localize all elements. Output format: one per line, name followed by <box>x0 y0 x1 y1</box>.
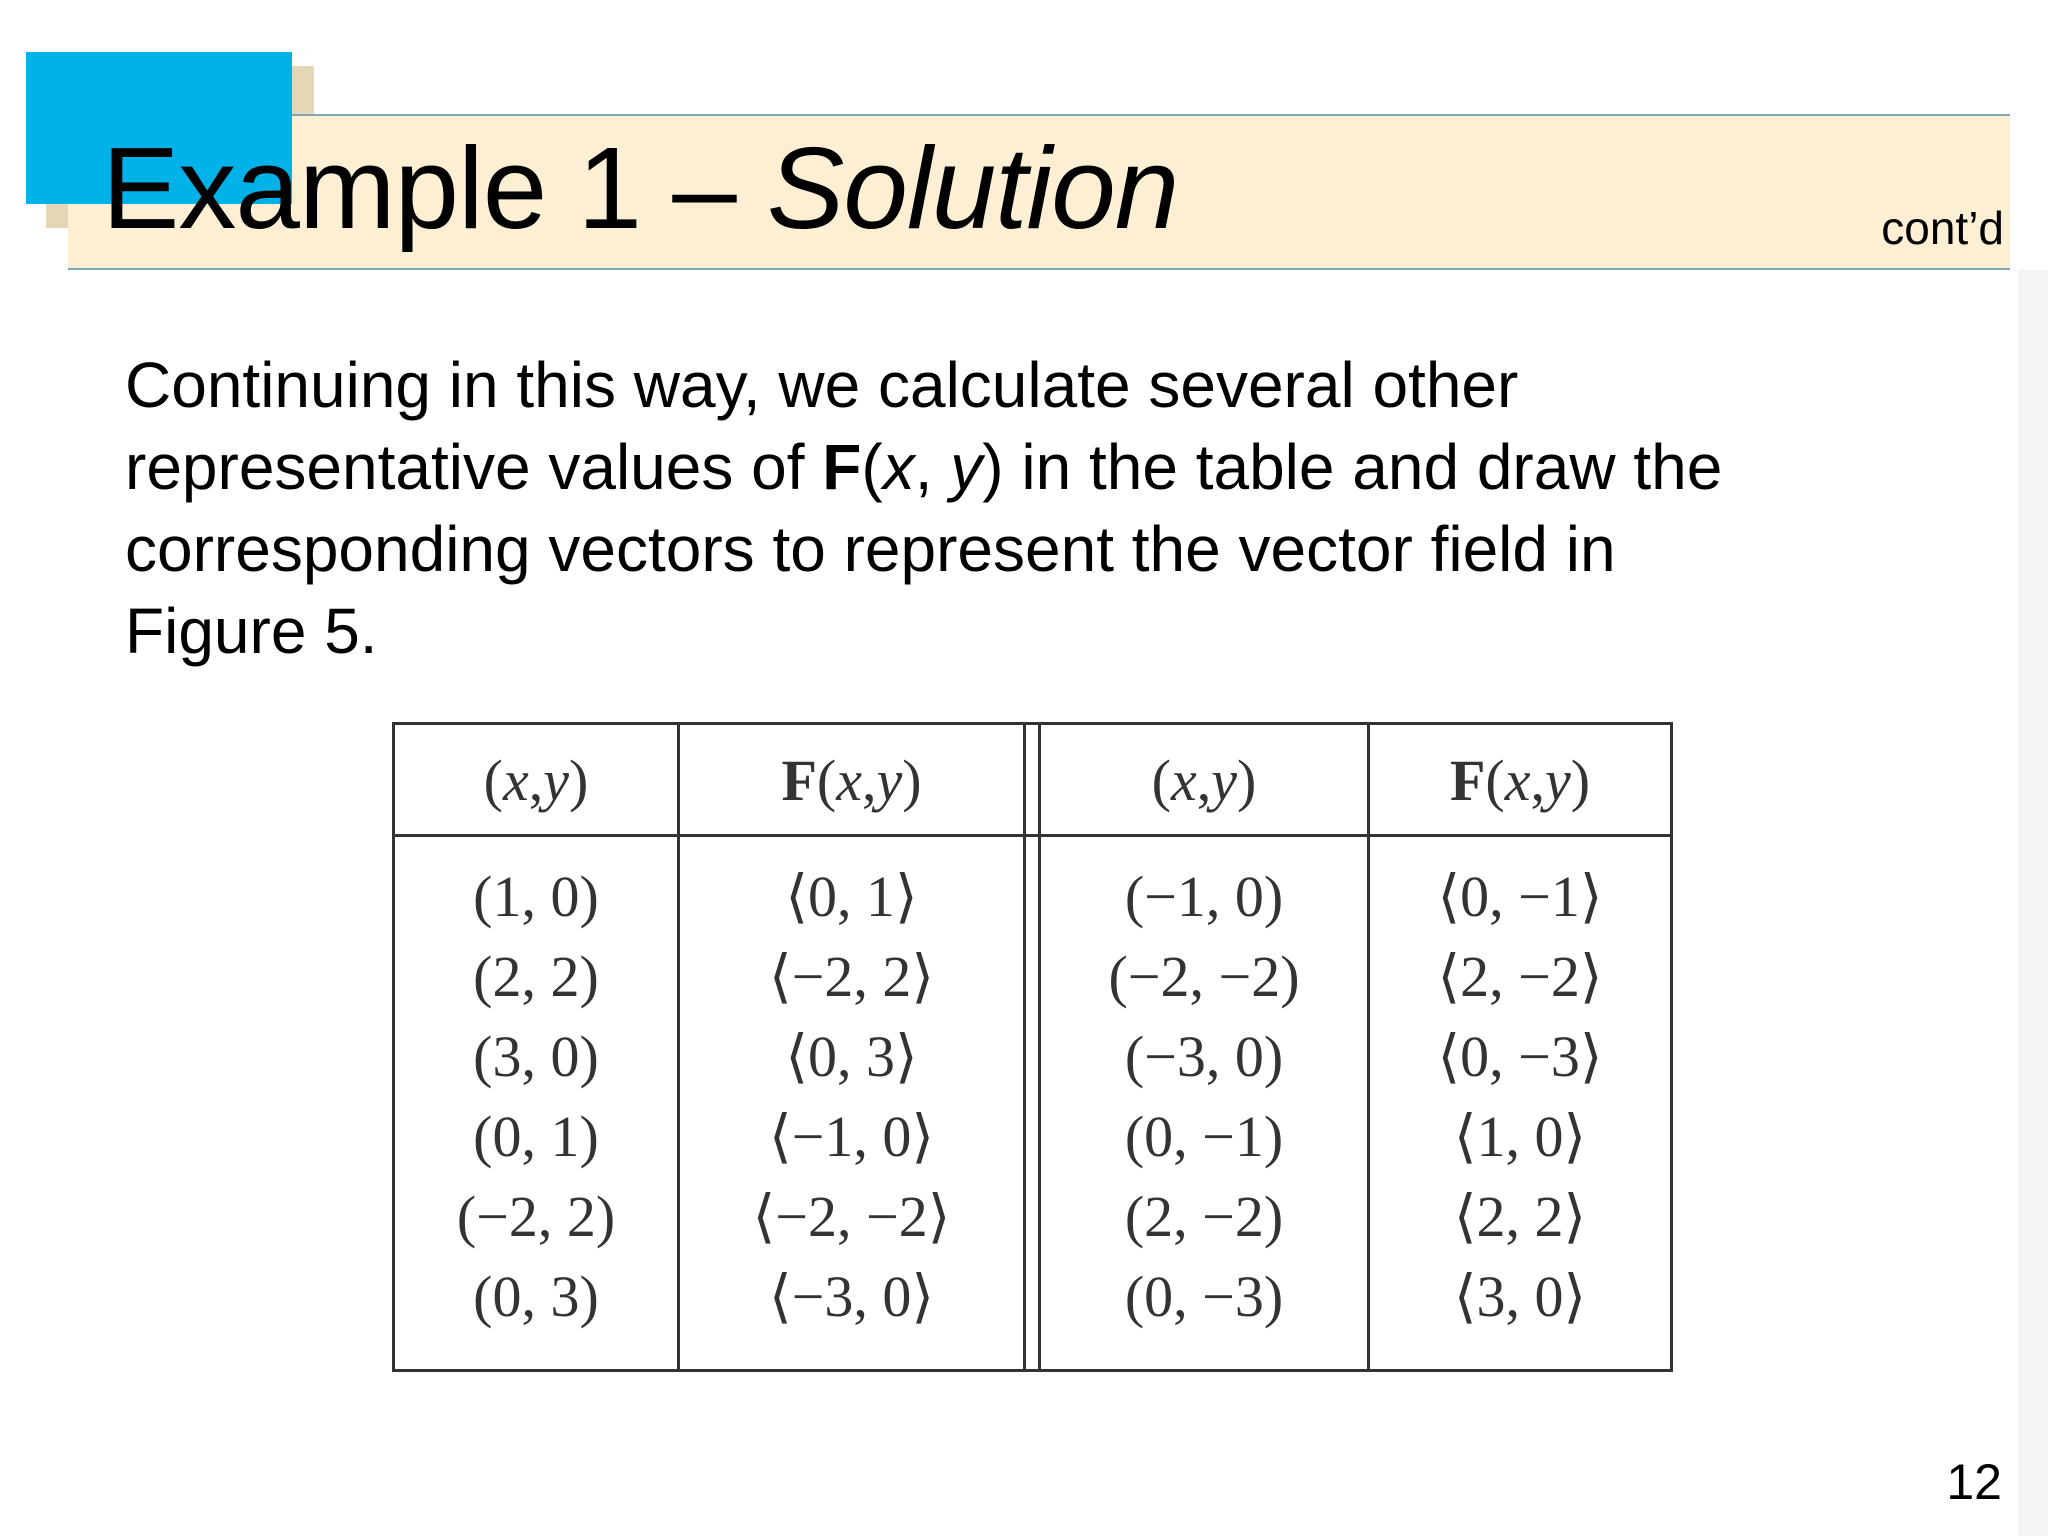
body-paren-open: ( <box>861 431 883 503</box>
comma: , <box>1530 747 1545 813</box>
paren-open: ( <box>1151 747 1171 813</box>
paren-close: ) <box>569 747 589 813</box>
table-column-F-left <box>680 725 1023 1369</box>
comma: , <box>861 747 877 813</box>
table-cell: ⟨−3, 0⟩ <box>769 1264 934 1329</box>
comma: , <box>528 747 544 813</box>
continued-label: cont’d <box>1881 202 2004 254</box>
var-x: x <box>836 747 862 813</box>
slide-title-main: Example 1 – <box>102 123 768 253</box>
body-line-1: Continuing in this way, we calculate several other <box>125 349 1519 421</box>
table-cell: (0, −1) <box>1124 1104 1284 1169</box>
paren-close: ) <box>1237 747 1257 813</box>
table-cells <box>1438 835 1603 1337</box>
table-cell: ⟨0, −3⟩ <box>1437 1024 1603 1089</box>
table-column-xy-left <box>395 725 677 1369</box>
table-column-xy-right <box>1041 725 1367 1369</box>
paren-open: ( <box>816 747 837 813</box>
table-header-F <box>781 725 921 835</box>
table-cell: (0, 1) <box>473 1104 599 1169</box>
table-cell: (−3, 0) <box>1124 1024 1284 1089</box>
vector-F: F <box>1449 747 1486 813</box>
table-cells <box>457 835 615 1337</box>
table-cell: ⟨−2, 2⟩ <box>769 944 934 1009</box>
table-cells <box>753 835 951 1337</box>
paren-close: ) <box>902 747 922 813</box>
table-divider-2a <box>1023 725 1026 1369</box>
var-y: y <box>1544 747 1571 813</box>
body-line-2-end: ) in the table and draw the <box>982 431 1723 503</box>
table-header-xy <box>1152 725 1257 835</box>
slide-title-italic: Solution <box>767 123 1179 253</box>
var-x: x <box>1504 747 1531 813</box>
table-cell: (−2, 2) <box>456 1184 616 1249</box>
table-cell: ⟨0, 3⟩ <box>785 1024 918 1089</box>
body-vector-F: F <box>822 431 862 503</box>
slide-title <box>102 118 1178 258</box>
table-cell: ⟨−2, −2⟩ <box>752 1184 951 1249</box>
table-cell: ⟨0, 1⟩ <box>785 864 918 929</box>
var-y: y <box>1211 747 1237 813</box>
table-cell: (0, 3) <box>473 1264 599 1329</box>
body-line-4: Figure 5. <box>125 595 378 667</box>
body-line-3: corresponding vectors to represent the vector field in <box>125 513 1616 585</box>
right-margin-strip <box>2018 270 2048 1536</box>
body-var-x: x <box>882 431 915 503</box>
table-header-xy <box>484 725 589 835</box>
table-cell: ⟨−1, 0⟩ <box>769 1104 934 1169</box>
comma: , <box>1196 747 1212 813</box>
table-cell: (1, 0) <box>473 864 599 929</box>
var-x: x <box>1171 747 1197 813</box>
table-cell: (3, 0) <box>473 1024 599 1089</box>
body-paragraph <box>125 344 1905 672</box>
table-header-F <box>1450 725 1590 835</box>
vector-F: F <box>781 747 817 813</box>
body-line-2-start: representative values of <box>125 431 823 503</box>
body-comma: , <box>914 431 951 503</box>
vector-field-table <box>392 722 1673 1372</box>
paren-open: ( <box>1485 747 1505 813</box>
table-cell: (2, −2) <box>1124 1184 1284 1249</box>
var-x: x <box>503 747 529 813</box>
table-cell: ⟨2, −2⟩ <box>1437 944 1603 1009</box>
body-var-y: y <box>950 431 983 503</box>
paren-close: ) <box>1570 747 1591 813</box>
table-cell: (0, −3) <box>1124 1264 1284 1329</box>
table-column-F-right <box>1370 725 1670 1369</box>
table-cell: ⟨3, 0⟩ <box>1453 1264 1587 1329</box>
var-y: y <box>876 747 903 813</box>
page-number: 12 <box>1946 1454 2002 1510</box>
table-cell: (−2, −2) <box>1108 944 1300 1009</box>
table-cell: ⟨1, 0⟩ <box>1453 1104 1587 1169</box>
var-y: y <box>543 747 569 813</box>
table-cell: (−1, 0) <box>1124 864 1284 929</box>
table-cell: ⟨2, 2⟩ <box>1453 1184 1587 1249</box>
table-cell: (2, 2) <box>473 944 599 1009</box>
table-cells <box>1108 835 1299 1337</box>
table-cell: ⟨0, −1⟩ <box>1437 864 1603 929</box>
paren-open: ( <box>483 747 503 813</box>
